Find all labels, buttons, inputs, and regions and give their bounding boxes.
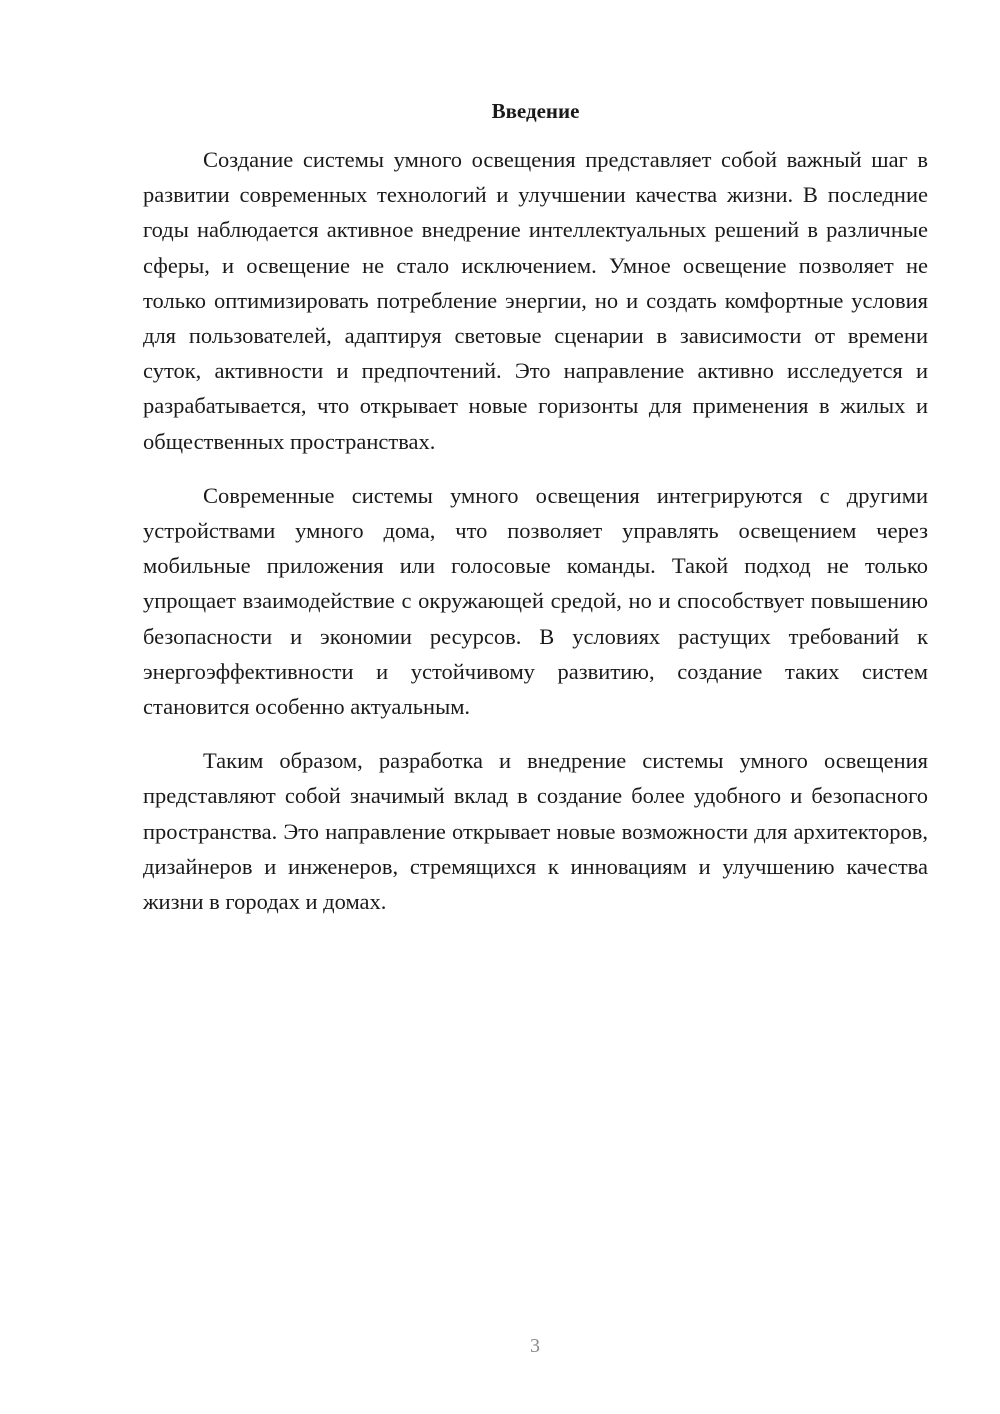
body-text [143,142,928,938]
section-heading: Введение [491,99,580,123]
paragraph-introduction-2: Современные системы умного освещения интегрируются с другими устройствами умного дома, что позволяет управлять освещением через мобильные приложения или голосовые команды. Такой подход не только упрощает взаимодействие с окружающей средой, но и способствует повышению безопасности и экономии ресурсов. В условиях растущих требований к энергоэффективности и устойчивому развитию, создание таких систем становится особенно актуальным. [143,482,928,720]
page-number: 3 [530,1335,540,1357]
paragraph-introduction-3: Таким образом, разработка и внедрение системы умного освещения представляют собой значимый вклад в создание более удобного и безопасного пространства. Это направление открывает новые возможности для архитекторов, дизайнеров и инженеров, стремящихся к инновациям и улучшению качества жизни в городах и домах. [143,748,928,915]
paragraph-introduction-1: Создание системы умного освещения представляет собой важный шаг в развитии современных технологий и улучшении качества жизни. В последние годы наблюдается активное внедрение интеллектуальных решений в различные сферы, и освещение не стало исключением. Умное освещение позволяет не только оптимизировать потребление энергии, но и создать комфортные условия для пользователей, адаптируя световые сценарии в зависимости от времени суток, активности и предпочтений. Это направление активно исследуется и разрабатывается, что открывает новые горизонты для применения в жилых и общественных пространствах. [143,147,928,454]
